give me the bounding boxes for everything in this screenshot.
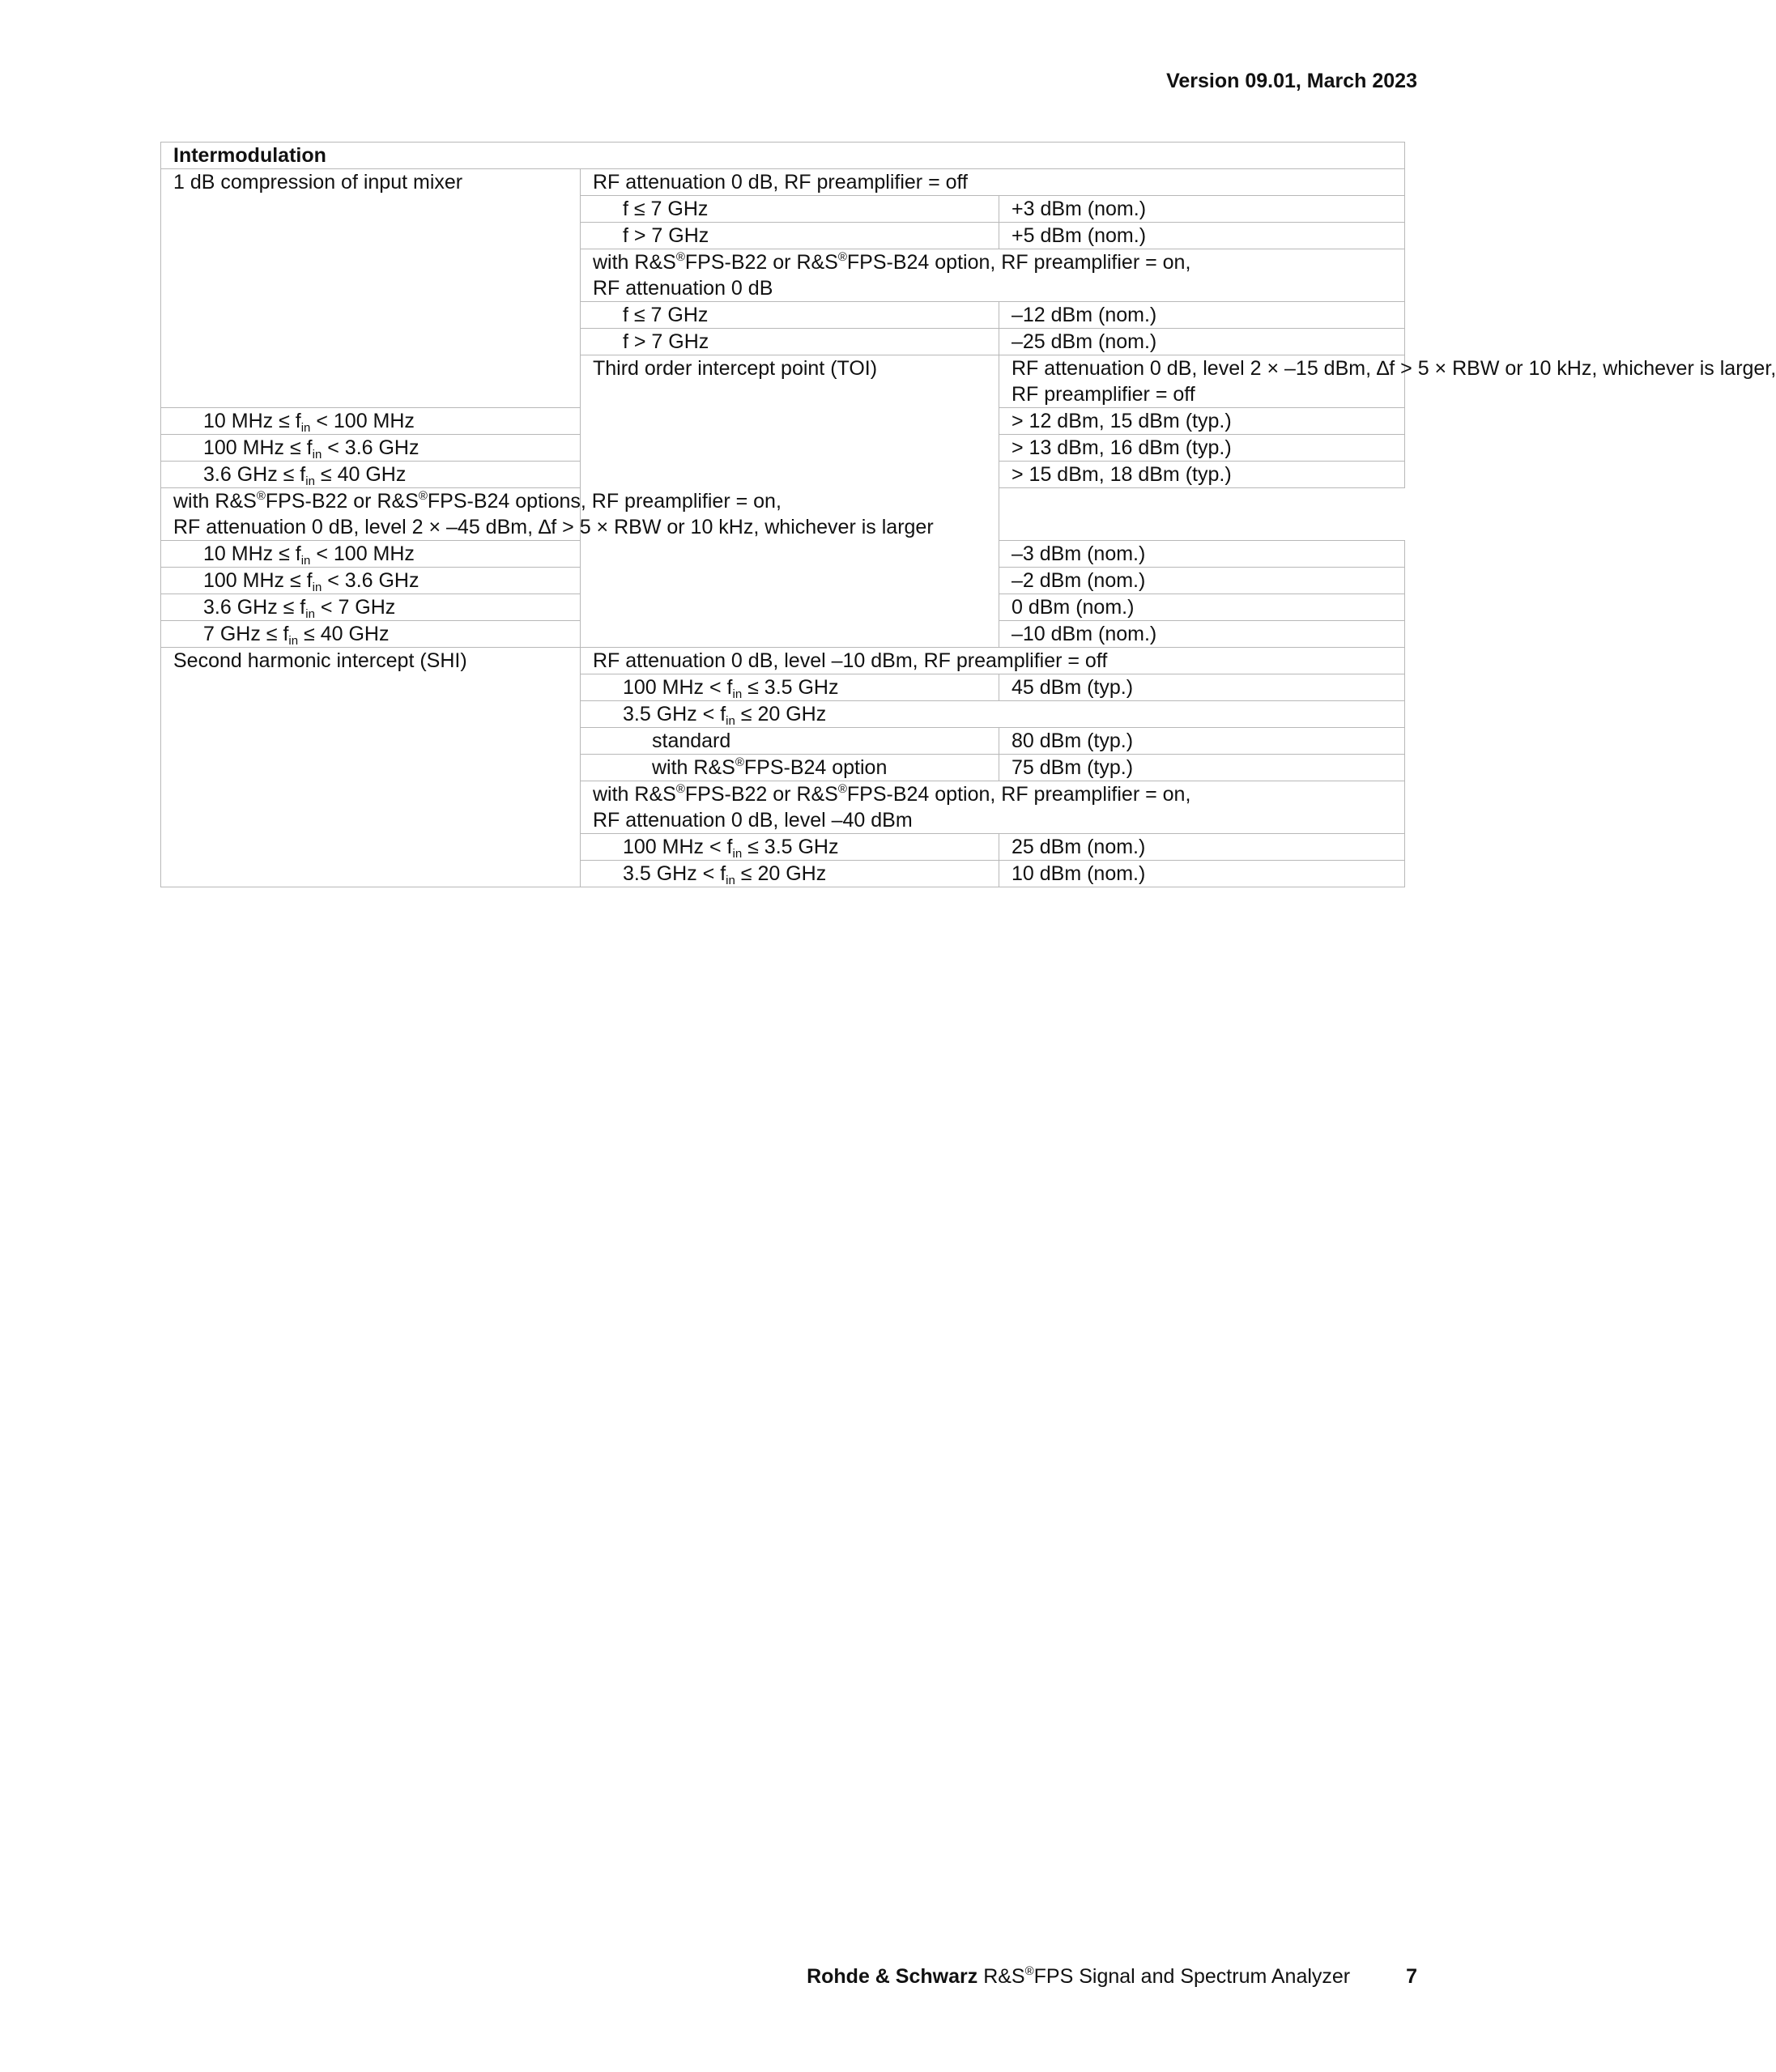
value-cell: 45 dBm (typ.) [999, 674, 1405, 701]
value-cell: +3 dBm (nom.) [999, 196, 1405, 223]
range-cell: 10 MHz ≤ $f_{in} < 100$ MHz [161, 541, 581, 568]
condition-text: RF attenuation 0 dB, RF preamplifier = off [581, 169, 1405, 196]
range-cell: 7 GHz ≤ $f_{in} \le 40$ GHz [161, 621, 581, 648]
table-row [161, 143, 1405, 169]
table-row [161, 169, 1405, 196]
range-cell: 3.5 GHz < $f_{in} \le 20$ GHz [581, 701, 1405, 728]
value-cell: –10 dBm (nom.) [999, 621, 1405, 648]
range-cell: 100 MHz ≤ $f_{in} < 3.6$ GHz [161, 435, 581, 462]
range-cell: 3.6 GHz ≤ $f_{in} \le 40$ GHz [161, 462, 581, 488]
value-cell: > 15 dBm, 18 dBm (typ.) [999, 462, 1405, 488]
condition-text: with R&S®FPS-B22 or R&S®FPS-B24 option, RF preamplifier = on, RF attenuation 0 dB [581, 249, 1405, 302]
section-title: Intermodulation [161, 143, 1405, 169]
value-cell: > 12 dBm, 15 dBm (typ.) [999, 408, 1405, 435]
range-cell: f > 7 GHz [581, 223, 999, 249]
param-name: Third order intercept point (TOI) [581, 355, 999, 648]
range-cell: with R&S®FPS-B24 option [581, 755, 999, 781]
range-cell: 100 MHz ≤ $f_{in} < 3.6$ GHz [161, 568, 581, 594]
range-cell: f > 7 GHz [581, 329, 999, 355]
range-cell: 10 MHz ≤ $f_{in} < 100$ MHz [161, 408, 581, 435]
registered-mark: ® [256, 489, 266, 503]
value-cell: 10 dBm (nom.) [999, 861, 1405, 887]
range-cell: 100 MHz < $f_{in} \le 3.5$ GHz [581, 674, 999, 701]
value-cell: 25 dBm (nom.) [999, 834, 1405, 861]
registered-mark: ® [675, 250, 685, 264]
value-cell: 0 dBm (nom.) [999, 594, 1405, 621]
footer-product: R&S®FPS Signal and Spectrum Analyzer [983, 1964, 1351, 1988]
condition-text: with R&S®FPS-B22 or R&S®FPS-B24 options, RF preamplifier = on, RF attenuation 0 dB, level 2 × –45 dBm, ∆f > 5 × RBW or 10 kHz, whichever is larger [161, 488, 999, 541]
registered-mark: ® [837, 782, 847, 796]
registered-mark: ® [837, 250, 847, 264]
range-cell: f ≤ 7 GHz [581, 196, 999, 223]
range-cell: standard [581, 728, 999, 755]
value-cell: 80 dBm (typ.) [999, 728, 1405, 755]
registered-mark: ® [418, 489, 428, 503]
range-cell: 3.5 GHz < $f_{in} \le 20$ GHz [581, 861, 999, 887]
value-cell: > 13 dBm, 16 dBm (typ.) [999, 435, 1405, 462]
condition-text: with R&S®FPS-B22 or R&S®FPS-B24 option, RF preamplifier = on, RF attenuation 0 dB, level –40 dBm [581, 781, 1405, 834]
param-name: 1 dB compression of input mixer [161, 169, 581, 408]
condition-text: RF attenuation 0 dB, level 2 × –15 dBm, ∆f > 5 × RBW or 10 kHz, whichever is larger, RF preamplifier = off [999, 355, 1405, 408]
document-version: Version 09.01, March 2023 [1166, 70, 1417, 92]
table-row [161, 488, 1405, 541]
range-cell: 3.6 GHz ≤ $f_{in} < 7$ GHz [161, 594, 581, 621]
registered-mark: ® [675, 782, 685, 796]
value-cell: +5 dBm (nom.) [999, 223, 1405, 249]
range-cell: f ≤ 7 GHz [581, 302, 999, 329]
registered-mark: ® [1024, 1964, 1034, 1978]
value-cell: –12 dBm (nom.) [999, 302, 1405, 329]
value-cell: 75 dBm (typ.) [999, 755, 1405, 781]
value-cell: –2 dBm (nom.) [999, 568, 1405, 594]
page-number: 7 [1406, 1965, 1417, 1988]
param-name: Second harmonic intercept (SHI) [161, 648, 581, 887]
value-cell: –25 dBm (nom.) [999, 329, 1405, 355]
value-cell: –3 dBm (nom.) [999, 541, 1405, 568]
intermodulation-spec-table [160, 142, 1776, 887]
footer-brand: Rohde & Schwarz [807, 1965, 978, 1988]
registered-mark: ® [735, 755, 744, 769]
page-footer [807, 1965, 1417, 1989]
condition-text: RF attenuation 0 dB, level –10 dBm, RF preamplifier = off [581, 648, 1405, 674]
table-row [161, 648, 1405, 674]
range-cell: 100 MHz < $f_{in} \le 3.5$ GHz [581, 834, 999, 861]
